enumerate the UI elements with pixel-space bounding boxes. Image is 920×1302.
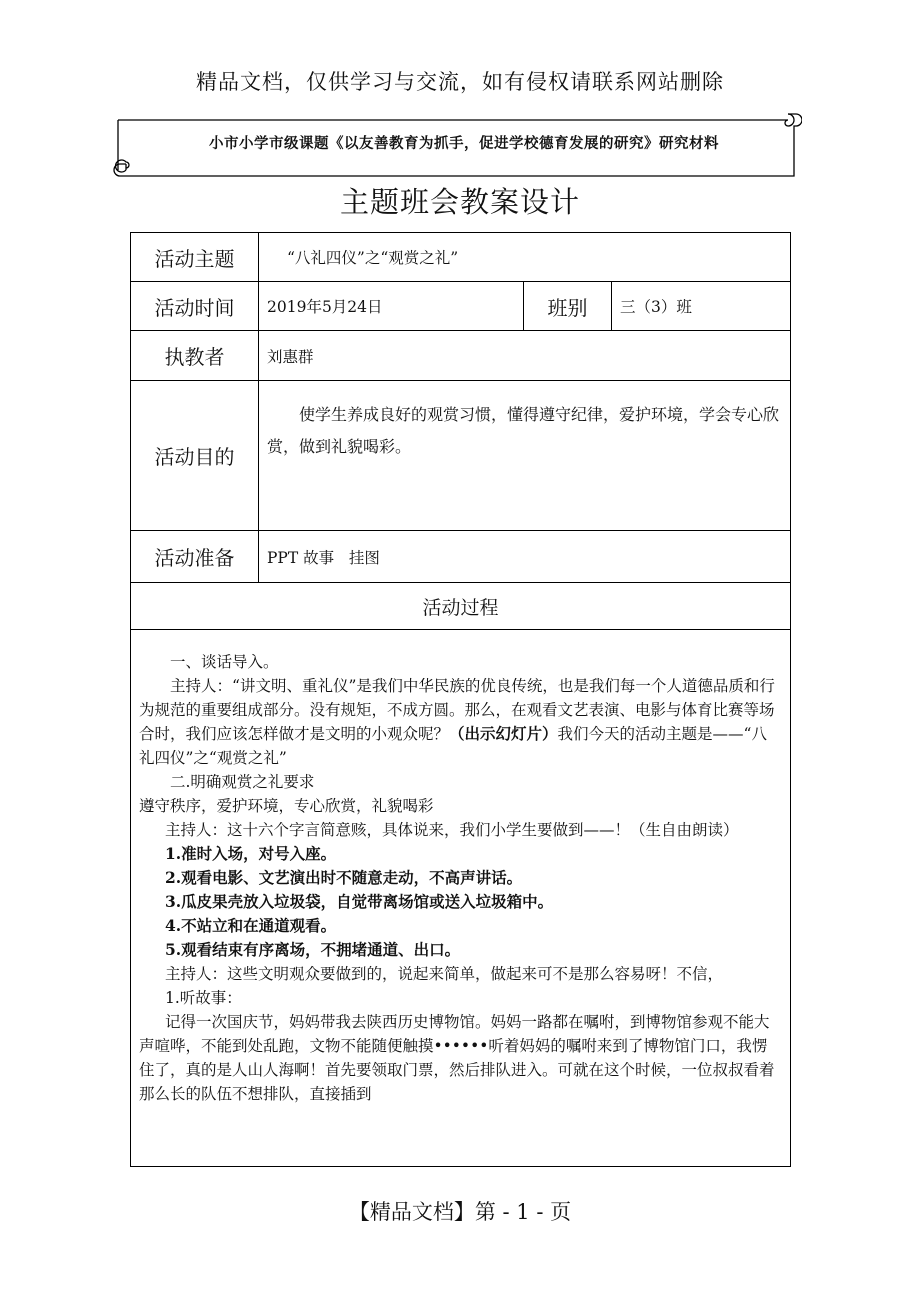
rule-item: 4.不站立和在通道观看。 — [165, 916, 337, 935]
time-value: 2019年5月24日 — [259, 282, 524, 331]
purpose-row — [131, 381, 791, 531]
purpose-value: 使学生养成良好的观赏习惯，懂得遵守纪律，爱护环境，学会专心欣赏，做到礼貌喝彩。 — [267, 405, 780, 456]
process-header-row — [131, 583, 791, 630]
process-heading: 活动过程 — [131, 583, 791, 630]
host-explain-paragraph — [139, 818, 782, 842]
host-intro-paragraph — [139, 674, 782, 770]
rule-item: 2.观看电影、文艺演出时不随意走动，不高声讲话。 — [165, 868, 523, 887]
host-label: 主持人： — [165, 821, 228, 839]
theme-intro-text: 我们今天的活动主题是——“八礼四仪”之“观赏之礼” — [139, 725, 767, 767]
lesson-plan-table — [130, 232, 791, 1167]
host-challenge-paragraph — [139, 962, 782, 986]
section-heading: 二.明确观赏之礼要求 — [170, 773, 315, 791]
time-label: 活动时间 — [131, 282, 259, 331]
page-title: 主题班会教案设计 — [339, 185, 580, 219]
theme-row — [131, 233, 791, 282]
prep-value: PPT 故事 挂图 — [259, 531, 791, 583]
rule-item: 3.瓜皮果壳放入垃圾袋，自觉带离场馆或送入垃圾箱中。 — [165, 892, 554, 911]
banner-text: 小市小学市级课题《以友善教育为抓手，促进学校德育发展的研究》研究材料 — [209, 136, 719, 152]
prep-label: 活动准备 — [131, 531, 259, 583]
process-content — [131, 630, 791, 1167]
host-explain-text: 这十六个字言简意赅，具体说来，我们小学生要做到——！（生自由朗读） — [227, 821, 739, 839]
class-label: 班别 — [524, 282, 612, 331]
teacher-row — [131, 331, 791, 381]
host-challenge-text: 这些文明观众要做到的，说起来简单，做起来可不是那么容易呀！不信， — [227, 965, 724, 983]
theme-value: “八礼四仪”之“观赏之礼” — [259, 233, 791, 282]
class-value: 三（3）班 — [612, 282, 791, 331]
principles-text: 遵守秩序，爱护环境，专心欣赏，礼貌喝彩 — [139, 797, 434, 815]
header-note: 精品文档，仅供学习与交流，如有侵权请联系网站删除 — [196, 70, 724, 94]
purpose-label: 活动目的 — [131, 381, 259, 531]
teacher-value: 刘惠群 — [259, 331, 791, 381]
page-footer: 【精品文档】第 - 1 - 页 — [348, 1200, 572, 1224]
story-heading: 1.听故事： — [165, 989, 242, 1007]
host-label: 主持人： — [165, 965, 228, 983]
rule-item: 1.准时入场，对号入座。 — [165, 844, 337, 863]
story-text: 记得一次国庆节，妈妈带我去陕西历史博物馆。妈妈一路都在嘱咐，到博物馆参观不能大声喧哗，不能到处乱跑，文物不能随便触摸••••••听着妈妈的嘱咐来到了博物馆门口，我愣住了，真的是人山人海啊！首先要领取门票，然后排队进入。可就在这个时候，一位叔叔看着那么长的队伍不想排队，直接插到 — [139, 1013, 775, 1103]
theme-label: 活动主题 — [131, 233, 259, 282]
purpose-cell — [259, 381, 791, 531]
slide-note: （出示幻灯片） — [449, 724, 558, 743]
scroll-banner — [112, 112, 802, 178]
intro-heading: 一、谈话导入。 — [170, 653, 279, 671]
teacher-label: 执教者 — [131, 331, 259, 381]
host-label: 主持人： — [170, 677, 233, 695]
host-intro-text: “讲文明、重礼仪”是我们中华民族的优良传统，也是我们每一个人道德品质和行为规范的重要组成部分。没有规矩，不成方圆。那么，在观看文艺表演、电影与体育比赛等场合时，我们应该怎样做才是文明的小观众呢？ — [139, 677, 775, 743]
rule-item: 5.观看结束有序离场，不拥堵通道、出口。 — [165, 940, 461, 959]
time-row — [131, 282, 791, 331]
process-row — [131, 630, 791, 1167]
prep-row — [131, 531, 791, 583]
